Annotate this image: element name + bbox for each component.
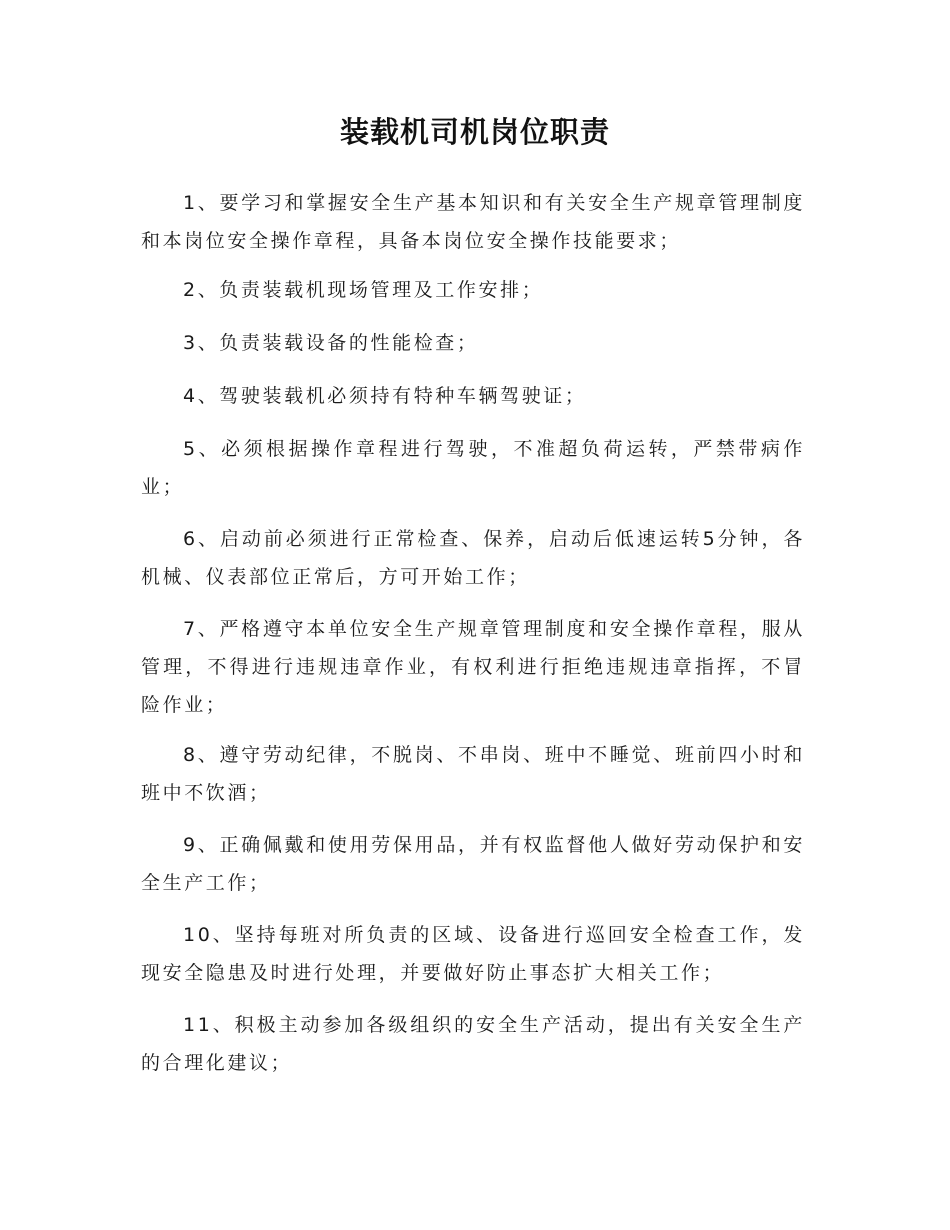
duty-item-8: 8、遵守劳动纪律，不脱岗、不串岗、班中不睡觉、班前四小时和班中不饮酒；	[141, 744, 805, 804]
duty-item-11: 11、积极主动参加各级组织的安全生产活动，提出有关安全生产的合理化建议；	[141, 1014, 805, 1074]
duty-item-6: 6、启动前必须进行正常检查、保养，启动后低速运转5分钟，各机械、仪表部位正常后，方可开始工作；	[141, 528, 805, 588]
duty-item-3: 3、负责装载设备的性能检查；	[183, 332, 479, 354]
duty-item-7: 7、严格遵守本单位安全生产规章管理制度和安全操作章程，服从管理，不得进行违规违章作业，有权利进行拒绝违规违章指挥，不冒险作业；	[141, 618, 805, 716]
duty-item-1: 1、要学习和掌握安全生产基本知识和有关安全生产规章管理制度和本岗位安全操作章程，具备本岗位安全操作技能要求；	[141, 192, 805, 252]
duty-item-5: 5、必须根据操作章程进行驾驶，不准超负荷运转，严禁带病作业；	[141, 438, 805, 498]
duty-item-9: 9、正确佩戴和使用劳保用品，并有权监督他人做好劳动保护和安全生产工作；	[141, 834, 805, 894]
duty-item-2: 2、负责装载机现场管理及工作安排；	[183, 279, 544, 301]
duty-item-4: 4、驾驶装载机必须持有特种车辆驾驶证；	[183, 385, 587, 407]
document-title: 装载机司机岗位职责	[339, 115, 610, 149]
duty-item-10: 10、坚持每班对所负责的区域、设备进行巡回安全检查工作，发现安全隐患及时进行处理，并要做好防止事态扩大相关工作；	[141, 924, 805, 984]
